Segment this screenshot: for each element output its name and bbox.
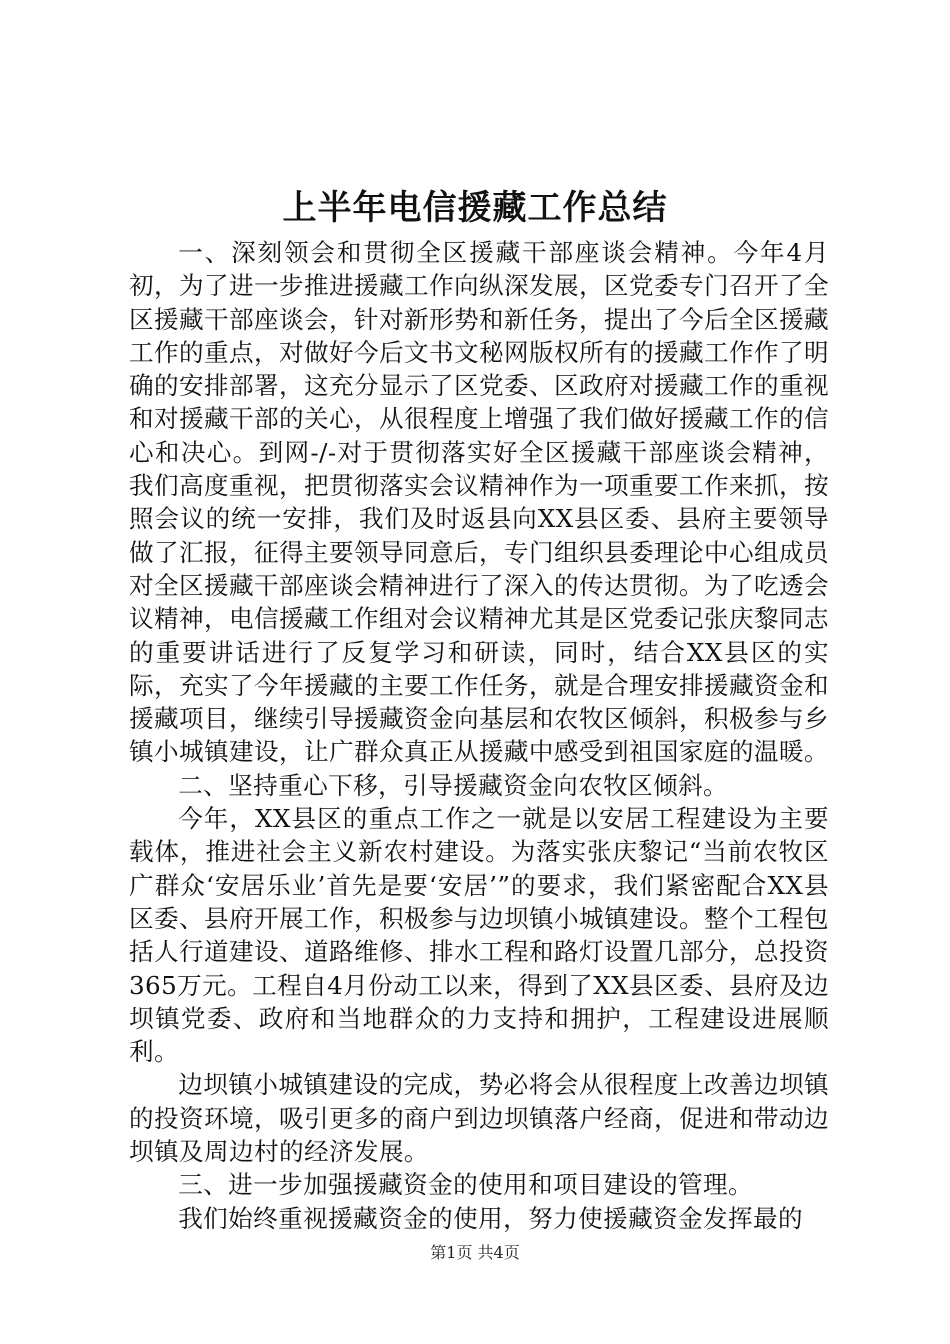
paragraph-section-2-body: 今年，XX县区的重点工作之一就是以安居工程建设为主要载体，推进社会主义新农村建设。为落实张庆黎记“当前农牧区广群众‘安居乐业’首先是要‘安居’”的要求，我们紧密配合XX县区委、县府开展工作，积极参与边坝镇小城镇建设。整个工程包括人行道建设、道路维修、排水工程和路灯设置几部分，总投资365万元。工程自4月份动工以来，得到了XX县区委、县府及边坝镇党委、政府和当地群众的力支持和拥护，工程建设进展顺利。 [129, 804, 829, 1067]
paragraph-section-2-result: 边坝镇小城镇建设的完成，势必将会从很程度上改善边坝镇的投资环境，吸引更多的商户到边坝镇落户经商，促进和带动边坝镇及周边村的经济发展。 [129, 1070, 829, 1167]
page-footer: 第1页 共4页 [430, 1243, 520, 1262]
paragraph-section-1: 一、深刻领会和贯彻全区援藏干部座谈会精神。今年4月初，为了进一步推进援藏工作向纵深发展，区党委专门召开了全区援藏干部座谈会，针对新形势和新任务，提出了今后全区援藏工作的重点，对做好今后文书文秘网版权所有的援藏工作作了明确的安排部署，这充分显示了区党委、区政府对援藏工作的重视和对援藏干部的关心，从很程度上增强了我们做好援藏工作的信心和决心。到网-/-对于贯彻落实好全区援藏干部座谈会精神，我们高度重视，把贯彻落实会议精神作为一项重要工作来抓，按照会议的统一安排，我们及时返县向XX县区委、县府主要领导做了汇报，征得主要领导同意后，专门组织县委理论中心组成员对全区援藏干部座谈会精神进行了深入的传达贯彻。为了吃透会议精神，电信援藏工作组对会议精神尤其是区党委记张庆黎同志的重要讲话进行了反复学习和研读，同时，结合XX县区的实际，充实了今年援藏的主要工作任务，就是合理安排援藏资金和援藏项目，继续引导援藏资金向基层和农牧区倾斜，积极参与乡镇小城镇建设，让广群众真正从援藏中感受到祖国家庭的温暖。 [129, 238, 829, 767]
paragraph-section-2-heading: 二、坚持重心下移，引导援藏资金向农牧区倾斜。 [178, 770, 729, 800]
paragraph-section-3-body: 我们始终重视援藏资金的使用，努力使援藏资金发挥最的 [178, 1203, 804, 1233]
paragraph-section-3-heading: 三、进一步加强援藏资金的使用和项目建设的管理。 [178, 1170, 754, 1200]
document-title: 上半年电信援藏工作总结 [282, 188, 668, 228]
document-body [129, 236, 829, 1235]
